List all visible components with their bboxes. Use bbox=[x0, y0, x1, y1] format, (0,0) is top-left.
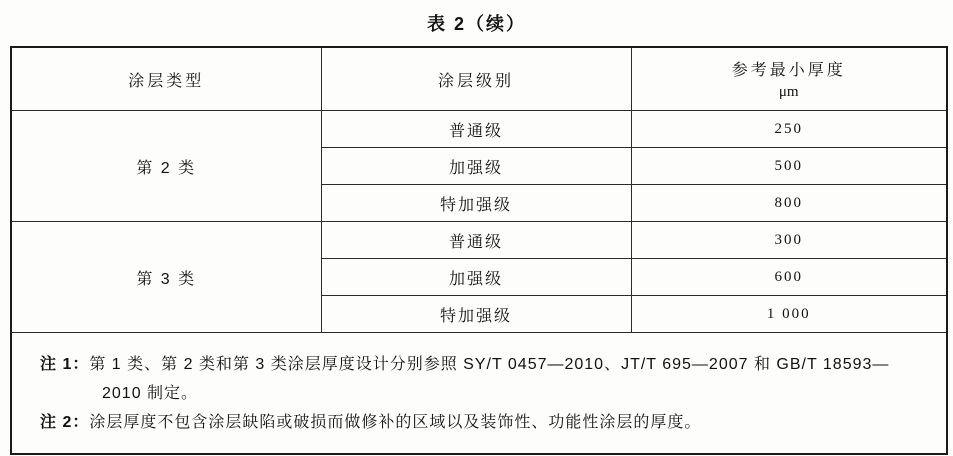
header-coating-type: 涂层类型 bbox=[11, 47, 321, 111]
table-row bbox=[11, 222, 947, 259]
header-min-thickness-label: 参考最小厚度 bbox=[731, 62, 846, 79]
note-1 bbox=[40, 350, 926, 408]
coating-type-cell-class2: 第 2 类 bbox=[11, 111, 321, 222]
table-row bbox=[11, 111, 947, 148]
thickness-cell: 250 bbox=[631, 111, 947, 148]
note-1-text: 第 1 类、第 2 类和第 3 类涂层厚度设计分别参照 SY/T 0457—2010、JT/T 695—2007 和 GB/T 18593—2010 制定。 bbox=[89, 355, 890, 402]
table-title: 表 2（续） bbox=[426, 14, 526, 34]
header-unit-label: μm bbox=[778, 84, 799, 100]
note-2 bbox=[40, 408, 926, 437]
notes-row bbox=[11, 333, 947, 455]
note-2-text: 涂层厚度不包含涂层缺陷或破损而做修补的区域以及装饰性、功能性涂层的厚度。 bbox=[89, 413, 702, 431]
note-2-label: 注 2： bbox=[40, 413, 90, 431]
grade-cell: 特加强级 bbox=[321, 296, 631, 333]
thickness-cell: 800 bbox=[631, 185, 947, 222]
header-min-thickness bbox=[631, 47, 947, 111]
coating-thickness-table bbox=[10, 46, 948, 455]
thickness-cell: 300 bbox=[631, 222, 947, 259]
grade-cell: 加强级 bbox=[321, 259, 631, 296]
grade-cell: 普通级 bbox=[321, 111, 631, 148]
grade-cell: 普通级 bbox=[321, 222, 631, 259]
grade-cell: 特加强级 bbox=[321, 185, 631, 222]
table-header-row bbox=[11, 47, 947, 111]
notes-cell bbox=[11, 333, 947, 455]
grade-cell: 加强级 bbox=[321, 148, 631, 185]
header-coating-grade: 涂层级别 bbox=[321, 47, 631, 111]
thickness-cell: 1 000 bbox=[631, 296, 947, 333]
note-1-label: 注 1： bbox=[40, 355, 90, 373]
coating-type-cell-class3: 第 3 类 bbox=[11, 222, 321, 333]
thickness-cell: 500 bbox=[631, 148, 947, 185]
thickness-cell: 600 bbox=[631, 259, 947, 296]
